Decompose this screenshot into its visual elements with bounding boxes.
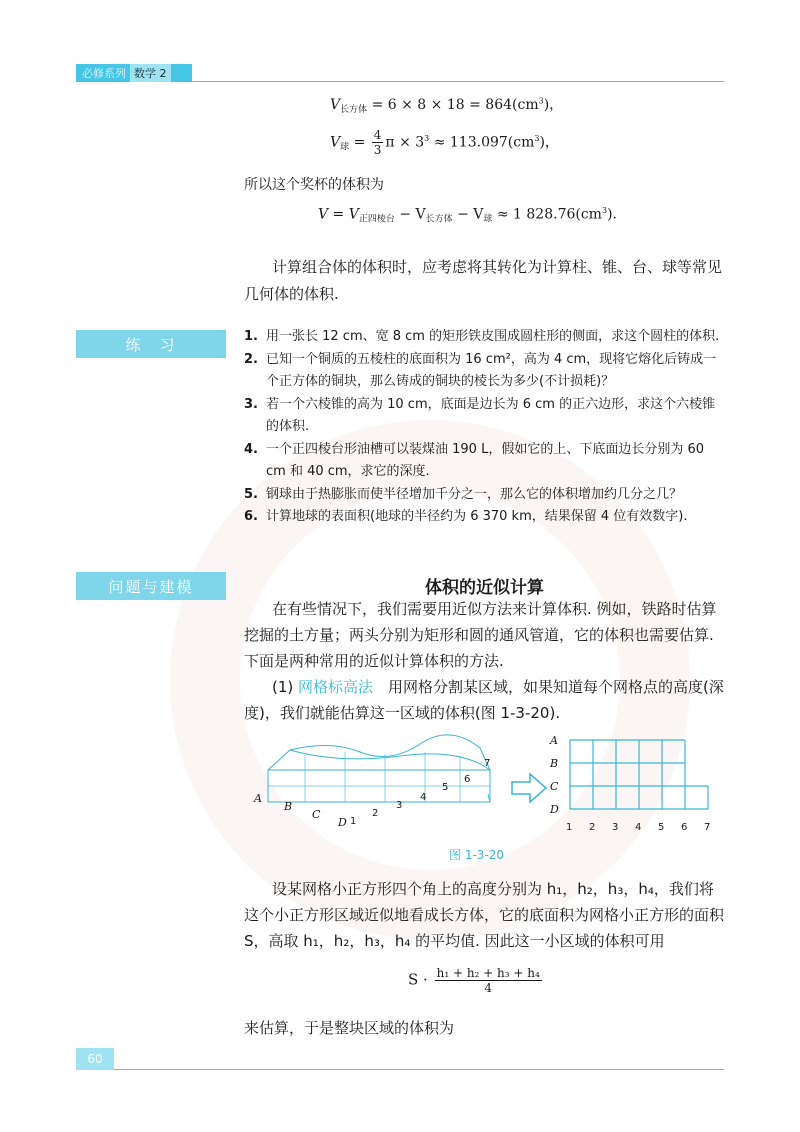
list-item: 4. 一个正四棱台形油槽可以装煤油 190 L，假如它的上、下底面边长分别为 60 cm 和 40 cm，求它的深度. bbox=[244, 441, 704, 479]
modeling-paragraph-3: 来估算，于是整块区域的体积为 bbox=[244, 1019, 455, 1037]
row-label: C bbox=[550, 780, 559, 793]
formula-ball-volume: $V_球$ = $\frac{4}{3}$ $\pi \times 3^3 \approx 113.097(cm^3)$， bbox=[330, 128, 559, 157]
exercise-tab: 练 习 bbox=[76, 330, 226, 358]
header-subject: 数学 2 bbox=[130, 64, 171, 82]
page-number: 60 bbox=[76, 1048, 114, 1070]
modeling-paragraph-2: 设某网格小正方形四个角上的高度分别为 h₁，h₂，h₃，h₄，我们将这个小正方形区域近似地看成长方体，它的底面积为网格小正方形的面积 S，高取 h₁，h₂，h₃，h₄ 的平均值. 因此这一小区域的体积可用 bbox=[244, 880, 725, 950]
side-label: B bbox=[284, 800, 293, 813]
method-paragraph: (1) 网格标高法 用网格分割某区域，如果知道每个网格点的高度(深度)，我们就能估算这一区域的体积(图 1-3-20). bbox=[244, 678, 724, 722]
formula-cuboid-volume: $V_{长方体} = 6 \times 8 \times 18 = 864(cm^3)$， bbox=[330, 96, 564, 115]
side-num: 2 bbox=[372, 808, 379, 819]
grid-height-figure bbox=[250, 730, 730, 840]
exercise-list bbox=[244, 326, 724, 529]
header-series: 必修系列 bbox=[82, 67, 126, 80]
modeling-tab: 问题与建模 bbox=[76, 572, 226, 600]
row-label: D bbox=[550, 803, 559, 816]
side-num: 1 bbox=[350, 816, 357, 827]
row-label: A bbox=[550, 734, 558, 747]
list-item: 6. 计算地球的表面积(地球的半径约为 6 370 km，结果保留 4 位有效数字). bbox=[244, 509, 688, 524]
col-label: 5 bbox=[658, 822, 665, 833]
footer-divider bbox=[114, 1069, 724, 1070]
formula-total-volume: $V = V_{正四棱台} - V_{长方体} - V_球 \approx 1$ $828.76(cm^3)$. bbox=[318, 206, 617, 225]
list-item: 3. 若一个六棱锥的高为 10 cm，底面是边长为 6 cm 的正六边形，求这个六棱锥的体积. bbox=[244, 396, 716, 434]
col-label: 2 bbox=[589, 822, 596, 833]
list-item: 5. 钢球由于热膨胀而使半径增加千分之一，那么它的体积增加约几分之几？ bbox=[244, 486, 683, 502]
side-num: 5 bbox=[442, 782, 449, 793]
side-num: 6 bbox=[464, 774, 471, 785]
header-bar bbox=[76, 64, 192, 82]
col-label: 4 bbox=[635, 822, 642, 833]
arrow-right-icon bbox=[512, 774, 546, 802]
col-label: 7 bbox=[704, 822, 711, 833]
grid-plan bbox=[570, 740, 708, 809]
col-label: 6 bbox=[681, 822, 688, 833]
side-num: 3 bbox=[396, 800, 403, 811]
note-paragraph: 计算组合体的体积时，应考虑将其转化为计算柱、锥、台、球等常见几何体的体积. bbox=[244, 258, 723, 303]
figure-caption: 图 1-3-20 bbox=[449, 848, 505, 862]
modeling-paragraph-1: 在有些情况下，我们需要用近似方法来计算体积. 例如，铁路时估算挖掘的土方量；两头分别为矩形和圆的通风管道，它的体积也需要估算. 下面是两种常用的近似计算体积的方法. bbox=[244, 600, 717, 670]
side-num: 4 bbox=[420, 792, 427, 803]
total-intro: 所以这个奖杯的体积为 bbox=[244, 177, 384, 193]
list-item: 2. 已知一个铜质的五棱柱的底面积为 16 cm²，高为 4 cm，现将它熔化后铸成一个正方体的铜块，那么铸成的铜块的棱长为多少(不计损耗)？ bbox=[244, 351, 717, 389]
list-item: 1. 用一张长 12 cm、宽 8 cm 的矩形铁皮围成圆柱形的侧面，求这个圆柱的体积. bbox=[244, 329, 720, 344]
row-label: B bbox=[550, 757, 559, 770]
section-title: 体积的近似计算 bbox=[425, 578, 544, 598]
side-num: 7 bbox=[484, 758, 491, 769]
header-divider bbox=[190, 81, 724, 82]
col-label: 3 bbox=[612, 822, 619, 833]
estimate-formula: S · $\frac{\text{h₁ + h₂ + h₃ + h₄}}{4}$ bbox=[408, 966, 540, 995]
side-label: D bbox=[338, 816, 347, 829]
col-label: 1 bbox=[566, 822, 573, 833]
side-label: C bbox=[312, 808, 321, 821]
side-label: A bbox=[254, 792, 262, 805]
method-name: 网格标高法 bbox=[298, 678, 374, 696]
